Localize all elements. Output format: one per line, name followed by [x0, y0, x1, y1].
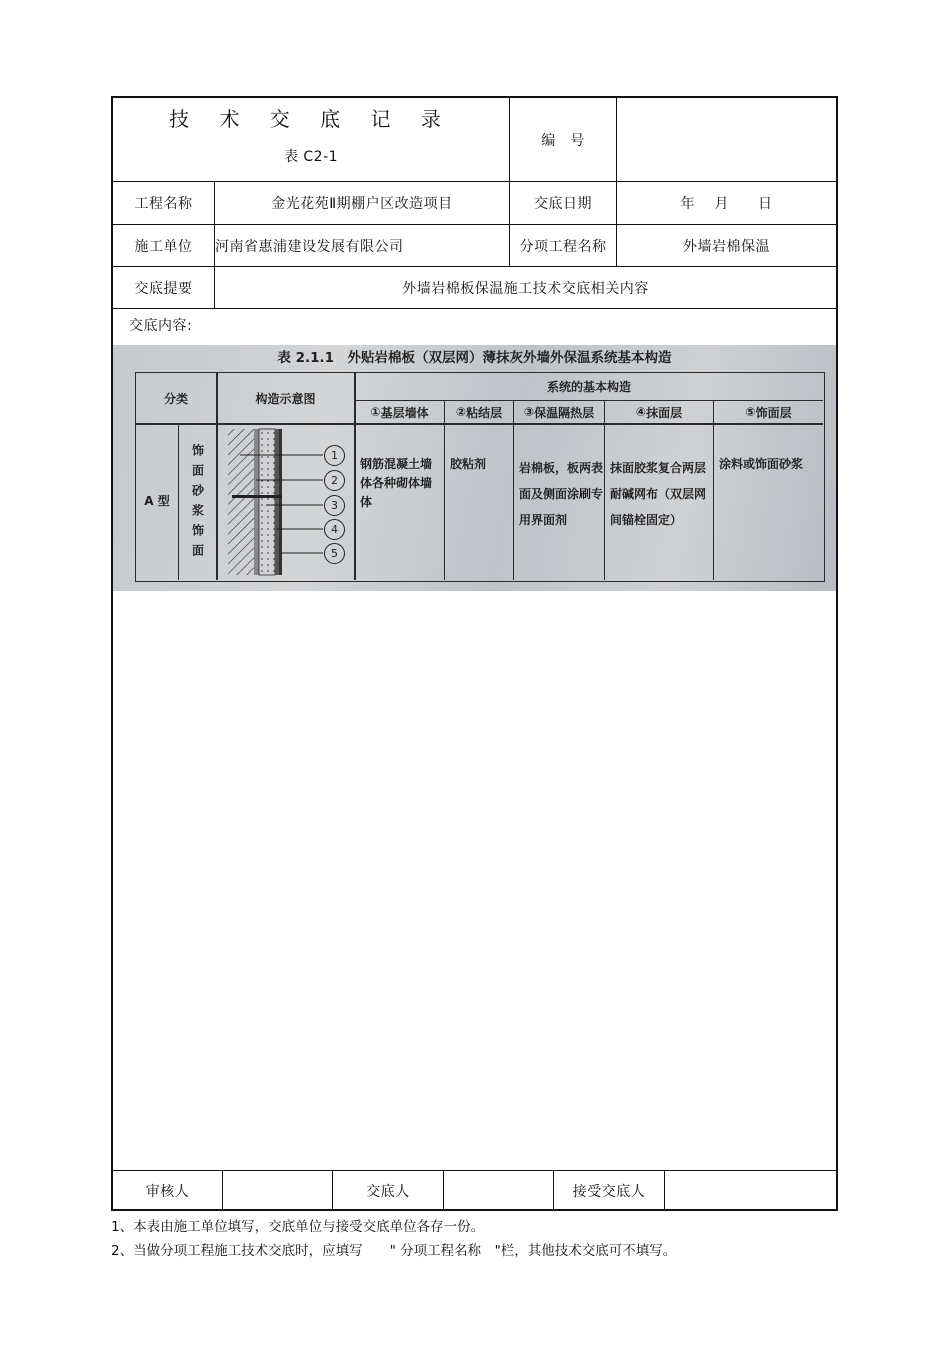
row-subtype: 饰面砂浆饰面 [190, 444, 205, 564]
callout-1: 1 [324, 445, 345, 466]
header-category: 分类 [163, 391, 188, 406]
footnote-2: 2、当做分项工程施工技术交底时，应填写 " 分项工程名称 "栏，其他技术交底可不填写。 [111, 1243, 677, 1259]
layer-3-header: ③ 保温隔热层 [523, 405, 595, 420]
callout-5: 5 [324, 543, 345, 564]
receiver-field[interactable] [665, 1171, 836, 1211]
callout-3: 3 [324, 495, 345, 516]
contractor-label: 施工单位 [134, 238, 193, 255]
summary-label: 交底提要 [134, 280, 193, 297]
insulation-layer [259, 429, 275, 575]
table-number: 表 C2-1 [283, 149, 339, 165]
row-type: A 型 [144, 493, 170, 508]
summary-field[interactable]: 外墙岩棉板保温施工技术交底相关内容 [402, 280, 649, 297]
photo-table [135, 372, 825, 582]
date-field[interactable]: 年 月 日 [680, 196, 773, 212]
layer-2-desc: 胶粘剂 [450, 457, 487, 471]
adhesive-layer [254, 429, 259, 575]
layer-5-header: ⑤ 饰面层 [745, 405, 792, 420]
disclosure-form [111, 96, 838, 1211]
content-label: 交底内容: [129, 318, 193, 334]
render-layer [275, 429, 279, 575]
project-name-label: 工程名称 [134, 196, 193, 212]
reviewer-field[interactable] [223, 1171, 332, 1211]
subproject-field[interactable]: 外墙岩棉保温 [683, 238, 770, 255]
date-label: 交底日期 [534, 196, 592, 212]
number-field[interactable] [617, 98, 836, 181]
subproject-label: 分项工程名称 [519, 238, 607, 255]
layer-4-desc: 抹面胶浆复合两层耐碱网布（双层网间锚栓固定） [610, 461, 707, 527]
layer-3-desc: 岩棉板，板两表面及侧面涂刷专用界面剂 [519, 461, 604, 527]
footnote-1: 1、本表由施工单位填写，交底单位与接受交底单位各存一份。 [111, 1219, 485, 1235]
callout-4: 4 [324, 519, 345, 540]
receiver-label: 接受交底人 [572, 1184, 646, 1200]
callout-2: 2 [324, 470, 345, 491]
project-name-field[interactable]: 金光花苑Ⅱ期棚户区改造项目 [271, 196, 453, 212]
header-system: 系统的基本构造 [546, 380, 631, 394]
layer-4-header: ④ 抹面层 [635, 405, 683, 420]
layer-5-desc: 涂料或饰面砂浆 [719, 457, 804, 471]
reviewer-label: 审核人 [145, 1184, 190, 1200]
anchor-bolt [232, 495, 282, 498]
construction-table-photo [113, 345, 836, 591]
layer-2-header: ② 粘结层 [455, 405, 503, 420]
base-wall-layer [228, 429, 254, 575]
header-diagram: 构造示意图 [255, 391, 316, 406]
form-title: 技 术 交 底 记 录 [169, 106, 453, 131]
layer-1-header: ① 基层墙体 [370, 405, 429, 420]
photo-title: 表 2.1.1 外贴岩棉板（双层网）薄抹灰外墙外保温系统基本构造 [277, 350, 672, 366]
discloser-field[interactable] [444, 1171, 553, 1211]
discloser-label: 交底人 [366, 1184, 410, 1200]
layer-1-desc: 钢筋混凝土墙体各种砌体墙体 [360, 457, 433, 509]
number-label: 编 号 [541, 132, 585, 149]
contractor-field[interactable]: 河南省惠浦建设发展有限公司 [215, 238, 404, 255]
